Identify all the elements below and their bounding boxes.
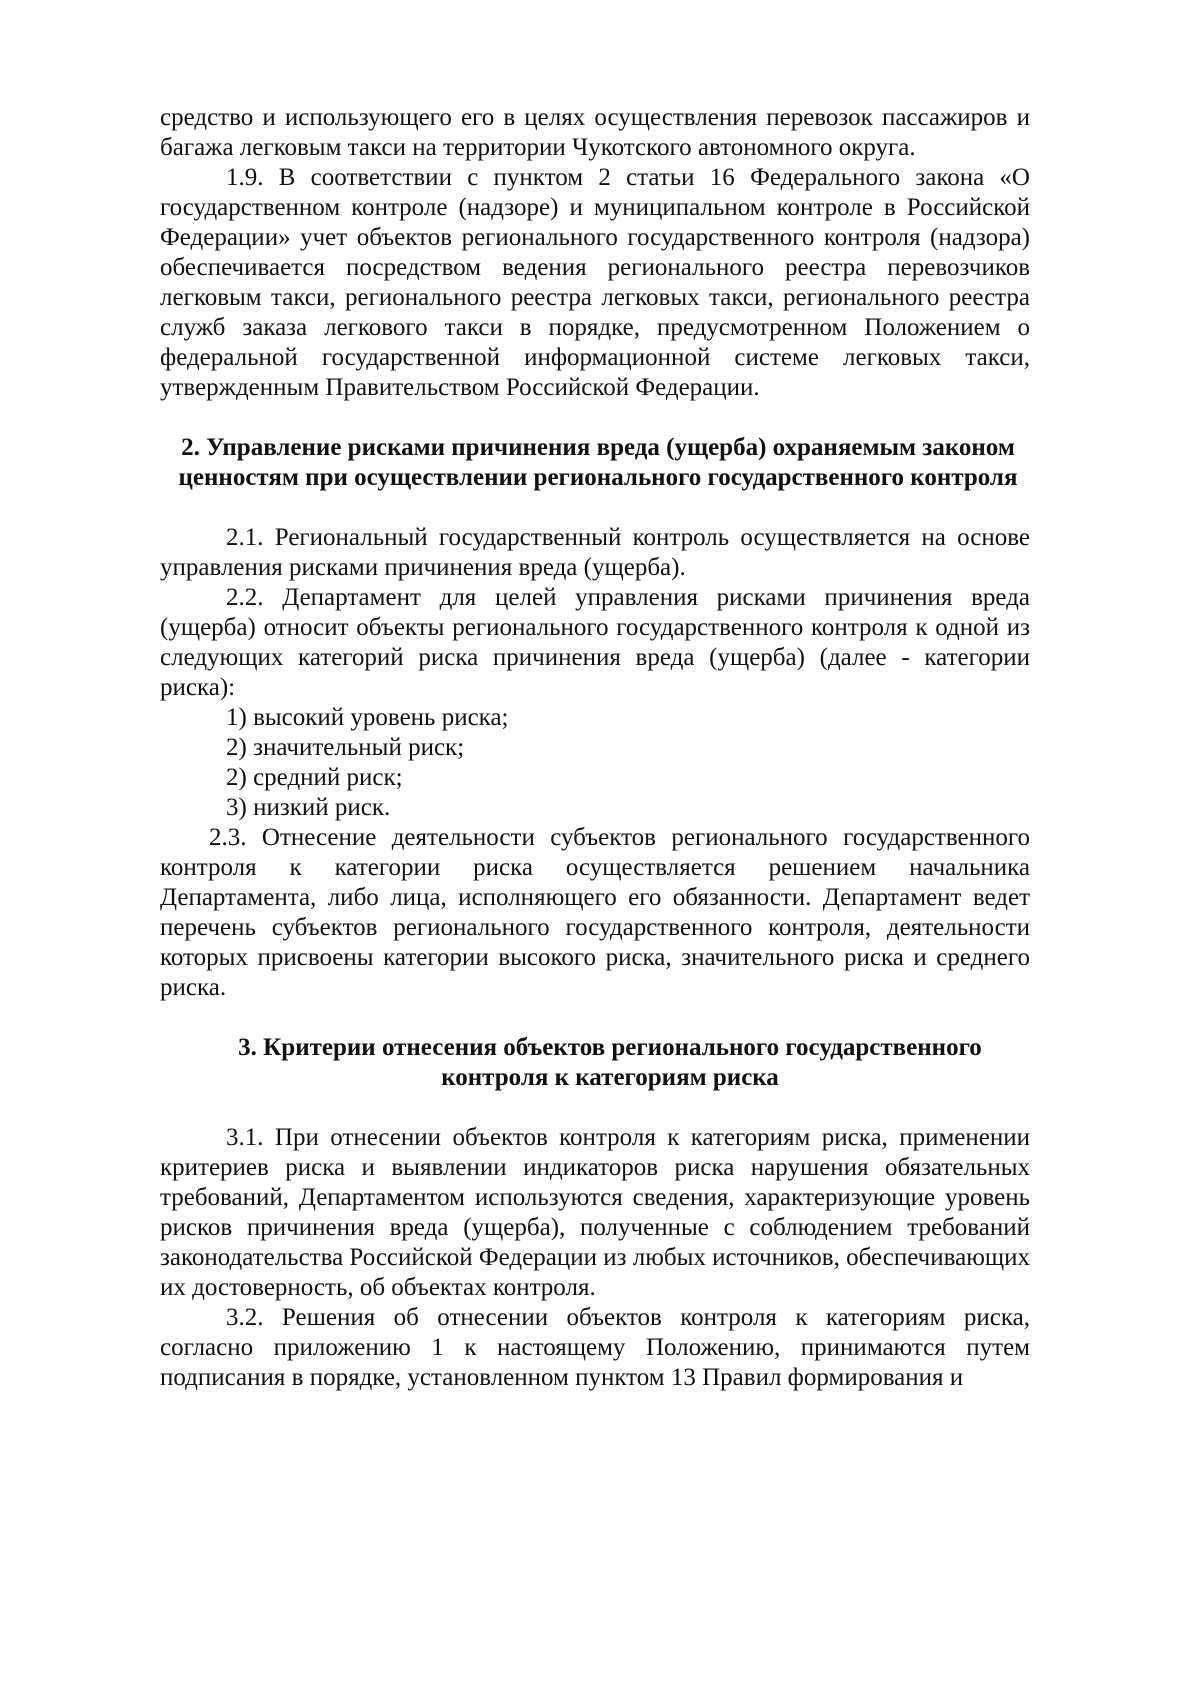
section-3-heading-wrap: [160, 1033, 1030, 1093]
list-item: 3) низкий риск.: [226, 794, 391, 821]
spacer: [160, 1093, 1030, 1123]
spacer: [160, 1003, 1030, 1033]
paragraph-2-2: 2.2. Департамент для целей управления рисками причинения вреда (ущерба) относит объекты регионального государственного контроля к одной из следующих категорий риска причинения вреда (ущерба) (далее - категории риска):: [160, 584, 1030, 701]
section-2-heading-wrap: [160, 433, 1030, 493]
section-3-heading: 3. Критерии отнесения объектов регионального государственного контроля к категориям риска: [238, 1034, 982, 1091]
paragraph-1-9: 1.9. В соответствии с пунктом 2 статьи 16 Федерального закона «О государственном контроле (надзоре) и муниципальном контроле в Российской Федерации» учет объектов регионального государственного контроля (надзора) обеспечивается посредством ведения регионального реестра перевозчиков легковым такси, регионального реестра легковых такси, регионального реестра служб заказа легкового такси в порядке, предусмотренном Положением о федеральной государственной информационной системе легковых такси, утвержденным Правительством Российской Федерации.: [160, 164, 1030, 401]
paragraph-3-2: 3.2. Решения об отнесении объектов контроля к категориям риска, согласно приложению 1 к настоящему Положению, принимаются путем подписания в порядке, установленном пунктом 13 Правил формирования и: [160, 1304, 1030, 1391]
paragraph-2-3: 2.3. Отнесение деятельности субъектов регионального государственного контроля к категории риска осуществляется решением начальника Департамента, либо лица, исполняющего его обязанности. Департамент ведет перечень субъектов регионального государственного контроля, деятельности которых присвоены категории высокого риска, значительного риска и среднего риска.: [160, 824, 1030, 1001]
paragraph-continuation: средство и использующего его в целях осуществления перевозок пассажиров и багажа легковым такси на территории Чукотского автономного округа.: [160, 104, 1030, 161]
paragraph-3-1: 3.1. При отнесении объектов контроля к категориям риска, применении критериев риска и выявлении индикаторов риска нарушения обязательных требований, Департаментом используются сведения, характеризующие уровень рисков причинения вреда (ущерба), полученные с соблюдением требований законодательства Российской Федерации из любых источников, обеспечивающих их достоверность, об объектах контроля.: [160, 1124, 1030, 1301]
section-2-heading: 2. Управление рисками причинения вреда (ущерба) охраняемым законом ценностям при осуществлении регионального государственного контроля: [178, 434, 1018, 491]
spacer: [160, 403, 1030, 433]
paragraph-2-1: 2.1. Региональный государственный контроль осуществляется на основе управления рисками причинения вреда (ущерба).: [160, 524, 1030, 581]
spacer: [160, 493, 1030, 523]
document-page: [160, 103, 1030, 1393]
list-item: 2) значительный риск;: [226, 734, 465, 761]
list-item: 2) средний риск;: [226, 764, 403, 791]
list-item: 1) высокий уровень риска;: [226, 704, 509, 731]
